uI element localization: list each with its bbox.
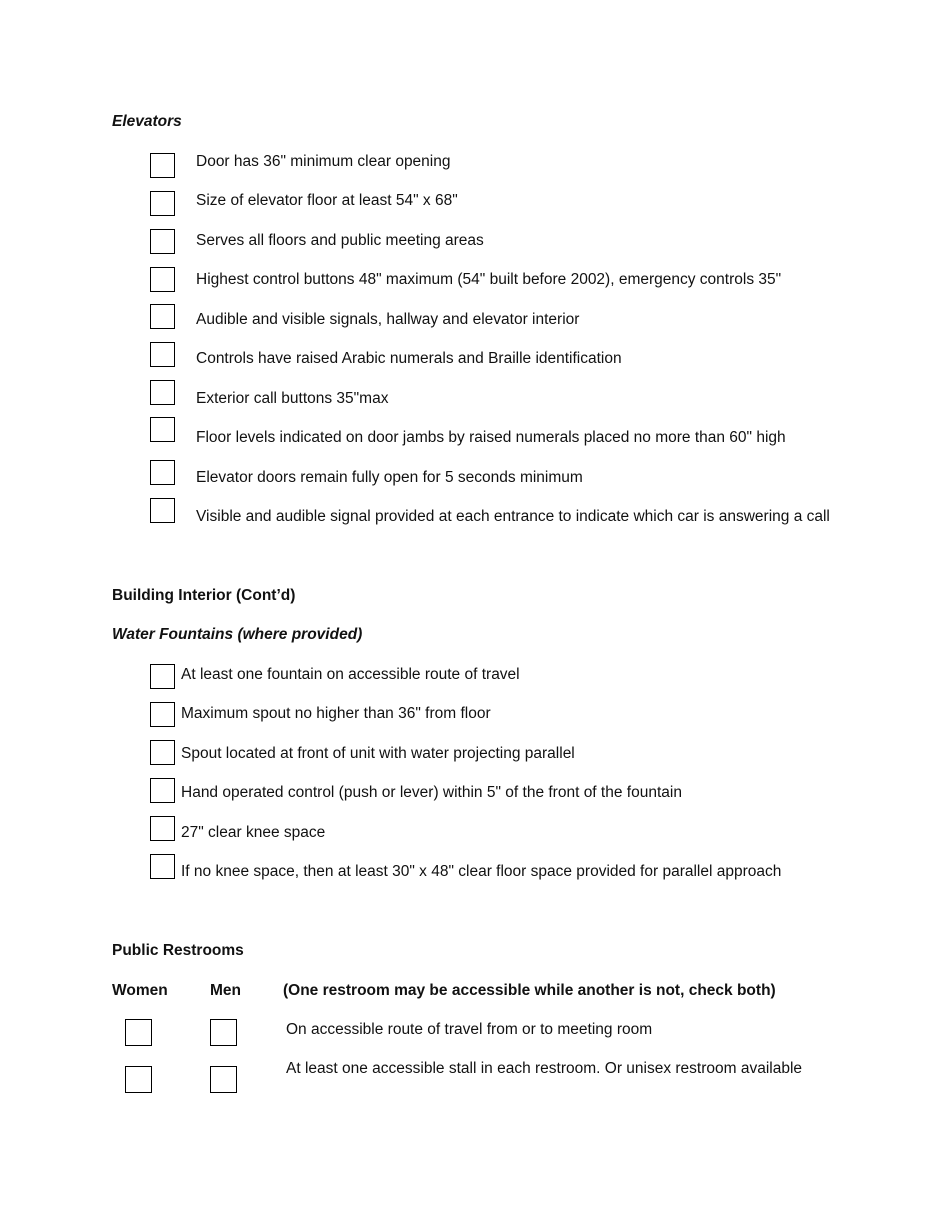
checkbox-women[interactable] <box>125 1066 152 1093</box>
checkbox[interactable] <box>150 460 175 485</box>
checkbox[interactable] <box>150 267 175 292</box>
checkbox[interactable] <box>150 342 175 367</box>
checkbox[interactable] <box>150 664 175 689</box>
checklist-item-label: 27" clear knee space <box>181 824 326 841</box>
column-header-women: Women <box>112 982 168 999</box>
building-interior-heading: Building Interior (Cont’d) <box>112 587 296 604</box>
water-fountains-heading: Water Fountains (where provided) <box>112 626 363 643</box>
elevators-heading: Elevators <box>112 113 182 130</box>
checklist-item-label: At least one accessible stall in each restroom. Or unisex restroom available <box>286 1060 803 1077</box>
checkbox[interactable] <box>150 778 175 803</box>
checkbox[interactable] <box>150 380 175 405</box>
checklist-item-label: Highest control buttons 48" maximum (54" built before 2002), emergency controls 35" <box>196 271 782 288</box>
checklist-item-label: Controls have raised Arabic numerals and Braille identification <box>196 350 622 367</box>
restrooms-note: (One restroom may be accessible while another is not, check both) <box>283 982 776 999</box>
checklist-item-label: If no knee space, then at least 30" x 48" clear floor space provided for parallel approach <box>181 863 782 880</box>
checklist-item-label: Visible and audible signal provided at each entrance to indicate which car is answering a call <box>196 508 830 525</box>
checklist-item-label: Elevator doors remain fully open for 5 seconds minimum <box>196 469 583 486</box>
checklist-item-label: Exterior call buttons 35"max <box>196 390 389 407</box>
checklist-item-label: Serves all floors and public meeting areas <box>196 232 484 249</box>
public-restrooms-heading: Public Restrooms <box>112 942 244 959</box>
checkbox-men[interactable] <box>210 1019 237 1046</box>
checklist-item-label: Door has 36" minimum clear opening <box>196 153 451 170</box>
checkbox[interactable] <box>150 854 175 879</box>
checkbox[interactable] <box>150 740 175 765</box>
checkbox[interactable] <box>150 702 175 727</box>
checkbox[interactable] <box>150 498 175 523</box>
column-header-men: Men <box>210 982 241 999</box>
checklist-item-label: At least one fountain on accessible route of travel <box>181 666 520 683</box>
checkbox-women[interactable] <box>125 1019 152 1046</box>
checklist-item-label: Floor levels indicated on door jambs by raised numerals placed no more than 60" high <box>196 429 786 446</box>
checkbox[interactable] <box>150 304 175 329</box>
checklist-item-label: Hand operated control (push or lever) within 5" of the front of the fountain <box>181 784 682 801</box>
checkbox[interactable] <box>150 229 175 254</box>
checkbox-men[interactable] <box>210 1066 237 1093</box>
checklist-item-label: Audible and visible signals, hallway and elevator interior <box>196 311 580 328</box>
checklist-item-label: Maximum spout no higher than 36" from floor <box>181 705 491 722</box>
checklist-item-label: On accessible route of travel from or to meeting room <box>286 1021 653 1038</box>
checkbox[interactable] <box>150 191 175 216</box>
checkbox[interactable] <box>150 153 175 178</box>
checklist-item-label: Spout located at front of unit with water projecting parallel <box>181 745 575 762</box>
checkbox[interactable] <box>150 816 175 841</box>
checklist-item-label: Size of elevator floor at least 54" x 68" <box>196 192 458 209</box>
checkbox[interactable] <box>150 417 175 442</box>
